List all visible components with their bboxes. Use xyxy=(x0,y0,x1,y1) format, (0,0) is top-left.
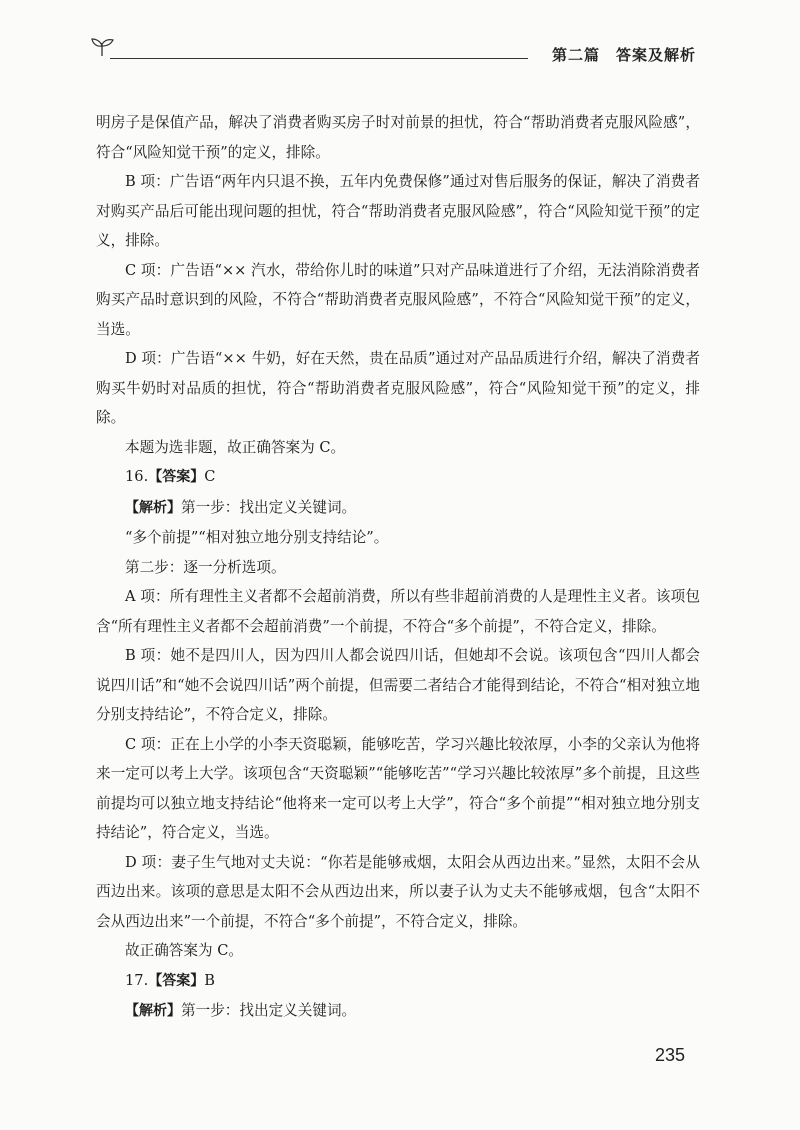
paragraph-text: 故正确答案为 C。 xyxy=(125,942,243,959)
section-label: 【解析】 xyxy=(125,499,181,516)
section-label: 【答案】 xyxy=(148,469,205,485)
body-paragraph xyxy=(96,167,700,256)
body-paragraph xyxy=(96,523,700,553)
body-paragraph xyxy=(96,966,700,997)
paragraph-text: B 项：广告语“两年内只退不换，五年内免费保修”通过对售后服务的保证，解决了消费者对购买产品后可能出现问题的担忧，符合“帮助消费者克服风险感”，符合“风险知觉干预”的定义，排除。 xyxy=(96,173,700,249)
paragraph-text: 明房子是保值产品，解决了消费者购买房子时对前景的担忧，符合“帮助消费者克服风险感”，符合“风险知觉干预”的定义，排除。 xyxy=(96,114,700,161)
paragraph-text: 本题为选非题，故正确答案为 C。 xyxy=(125,438,346,456)
paragraph-text: B 项：她不是四川人，因为四川人都会说四川话，但她却不会说。该项包含“四川人都会说四川话”和“她不会说四川话”两个前提，但需要二者结合才能得到结论，不符合“相对独立地分别支持结论”，不符合定义，排除。 xyxy=(96,647,700,723)
body-paragraph xyxy=(96,256,700,345)
body-paragraph xyxy=(96,344,700,433)
question-number: 17. xyxy=(125,971,149,989)
page-header xyxy=(88,34,700,70)
page-number: 235 xyxy=(655,1045,686,1065)
section-label: 【解析】 xyxy=(125,1003,181,1019)
question-number: 16. xyxy=(125,468,149,485)
body-paragraph xyxy=(96,462,700,493)
paragraph-text: C 项：广告语“×× 汽水，带给你儿时的味道”只对产品味道进行了介绍，无法消除消费者购买产品时意识到的风险，不符合“帮助消费者克服风险感”，不符合“风险知觉干预”的定义，当选。 xyxy=(96,261,700,338)
paragraph-text: D 项：广告语“×× 牛奶，好在天然，贵在品质”通过对产品品质进行介绍，解决了消费者购买牛奶时对品质的担忧，符合“帮助消费者克服风险感”，符合“风险知觉干预”的定义，排除。 xyxy=(96,350,700,426)
body-paragraph xyxy=(96,641,700,730)
body-paragraph xyxy=(96,433,700,463)
paragraph-text: D 项：妻子生气地对丈夫说：“你若是能够戒烟，太阳会从西边出来。”显然，太阳不会从西边出来。该项的意思是太阳不会从西边出来，所以妻子认为丈夫不能够戒烟，包含“太阳不会从西边出来”一个前提，不符合“多个前提”，不符合定义，排除。 xyxy=(96,853,700,930)
page-body xyxy=(96,108,700,1027)
paragraph-text: C xyxy=(204,468,216,485)
body-paragraph xyxy=(96,730,700,848)
header-rule xyxy=(110,58,528,59)
header-title: 第二篇 答案及解析 xyxy=(551,46,696,64)
paragraph-text: 第二步：逐一分析选项。 xyxy=(125,558,286,576)
body-paragraph xyxy=(96,936,700,966)
body-paragraph xyxy=(96,582,700,641)
section-label: 【答案】 xyxy=(148,972,205,989)
body-paragraph xyxy=(96,848,700,937)
body-paragraph xyxy=(96,553,700,583)
paragraph-text: “多个前提”“相对独立地分别支持结论”。 xyxy=(125,529,389,546)
paragraph-text: 第一步：找出定义关键词。 xyxy=(181,1002,357,1019)
body-paragraph xyxy=(96,493,700,524)
body-paragraph xyxy=(96,108,700,167)
paragraph-text: 第一步：找出定义关键词。 xyxy=(181,498,357,516)
body-paragraph xyxy=(96,996,700,1027)
paragraph-text: B xyxy=(204,971,215,989)
paragraph-text: A 项：所有理性主义者都不会超前消费，所以有些非超前消费的人是理性主义者。该项包含“所有理性主义者都不会超前消费”一个前提，不符合“多个前提”，不符合定义，排除。 xyxy=(96,588,700,635)
paragraph-text: C 项：正在上小学的小李天资聪颖，能够吃苦，学习兴趣比较浓厚，小李的父亲认为他将来一定可以考上大学。该项包含“天资聪颖”“能够吃苦”“学习兴趣比较浓厚”多个前提，且这些前提均可以独立地支持结论“他将来一定可以考上大学”，符合“多个前提”“相对独立地分别支持结论”，符合定义，当选。 xyxy=(96,735,700,841)
